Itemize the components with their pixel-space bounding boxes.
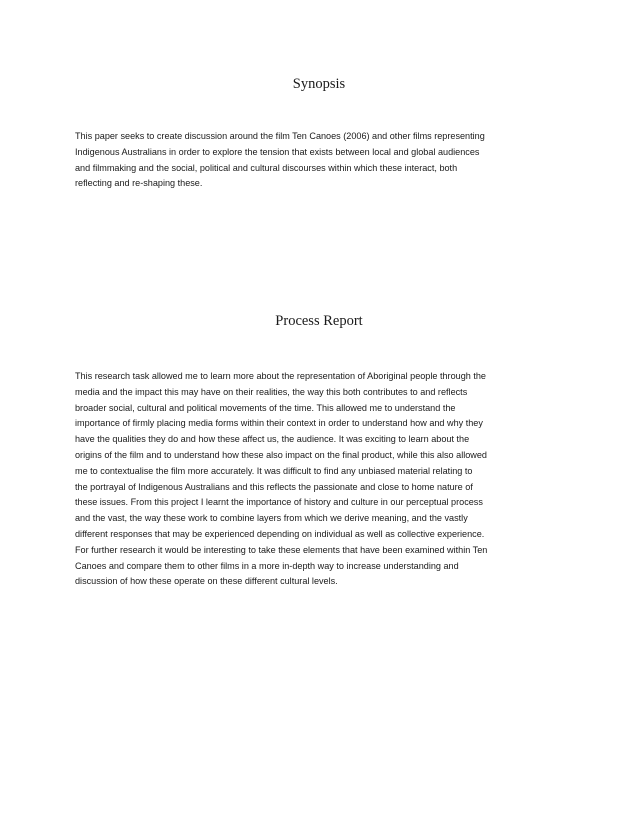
process-report-line: and the vast, the way these work to combine layers from which we derive meaning, and the vastly	[75, 513, 468, 524]
process-report-paragraph	[75, 369, 565, 590]
process-report-line: This research task allowed me to learn more about the representation of Aboriginal people through the	[75, 371, 486, 381]
process-report-line: origins of the film and to understand how these also impact on the final product, while this also allowed	[75, 449, 487, 460]
process-report-line: Canoes and compare them to other films in a more in-depth way to increase understanding and	[75, 560, 459, 571]
process-report-line: importance of firmly placing media forms within their context in order to understand how and why they	[75, 418, 483, 429]
process-report-line: different responses that may be experienced depending on individual as well as collective experience.	[75, 528, 485, 539]
synopsis-heading: Synopsis	[292, 76, 346, 92]
process-report-line: broader social, cultural and political movements of the time. This allowed me to understand the	[75, 402, 456, 413]
process-report-line: these issues. From this project I learnt the importance of history and culture in our perceptual process	[75, 497, 483, 508]
process-report-heading: Process Report	[275, 313, 363, 329]
process-report-line: me to contextualise the film more accurately. It was difficult to find any unbiased material relating to	[75, 465, 473, 476]
synopsis-line: reflecting and re-shaping these.	[75, 178, 203, 189]
process-report-line: discussion of how these operate on these different cultural levels.	[75, 576, 338, 587]
synopsis-line: This paper seeks to create discussion around the film Ten Canoes (2006) and other films representing	[75, 131, 485, 141]
synopsis-line: Indigenous Australians in order to explore the tension that exists between local and global audiences	[75, 146, 480, 157]
process-report-line: have the qualities they do and how these affect us, the audience. It was exciting to learn about the	[75, 434, 470, 445]
synopsis-paragraph	[75, 129, 565, 192]
synopsis-line: and filmmaking and the social, political and cultural discourses within which these interact, both	[75, 162, 458, 173]
process-report-line: media and the impact this may have on their realities, the way this both contributes to and reflects	[75, 386, 468, 397]
process-report-line: the portrayal of Indigenous Australians and this reflects the passionate and close to home nature of	[75, 481, 473, 492]
process-report-line: For further research it would be interesting to take these elements that have been examined within Ten	[75, 544, 488, 555]
